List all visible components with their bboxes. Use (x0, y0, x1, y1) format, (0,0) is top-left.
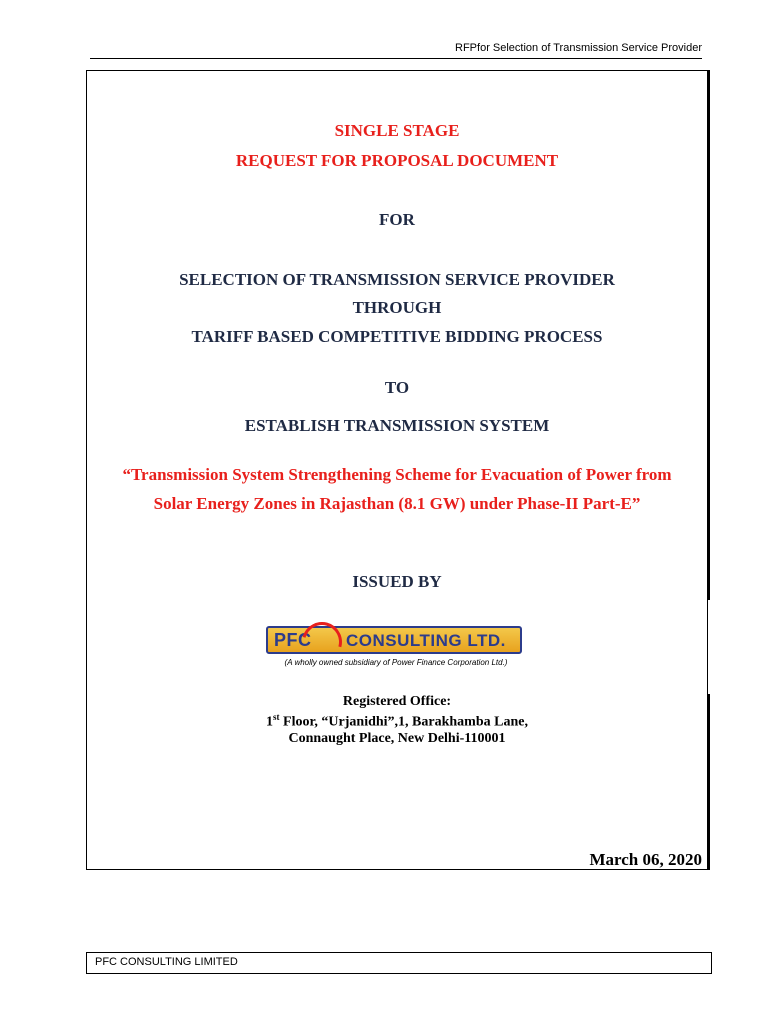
issue-date: March 06, 2020 (589, 850, 702, 869)
label-to: TO (384, 378, 410, 397)
floor-number: 1 (266, 714, 274, 730)
heading-selection: SELECTION OF TRANSMISSION SERVICE PROVIDER (179, 270, 615, 289)
office-address-line-2: Connaught Place, New Delhi-110001 (288, 731, 506, 746)
logo-name-text: CONSULTING LTD. (346, 631, 506, 650)
logo-subtitle: (A wholly owned subsidiary of Power Finance Corporation Ltd.) (284, 658, 508, 667)
heading-through: THROUGH (352, 298, 442, 317)
header-rule (90, 58, 702, 59)
running-header: RFPfor Selection of Transmission Service Provider (455, 42, 702, 54)
footer-box (86, 952, 712, 974)
scheme-line-2: Solar Energy Zones in Rajasthan (8.1 GW) under Phase-II Part-E” (153, 494, 641, 513)
logo-pfc-text: PFC (274, 630, 312, 650)
pfc-consulting-logo (266, 626, 530, 672)
label-issued-by: ISSUED BY (352, 572, 442, 591)
office-heading: Registered Office: (342, 694, 452, 709)
office-address-line-1 (86, 712, 708, 731)
frame-edge-upper (708, 70, 710, 600)
frame-edge-lower (708, 694, 710, 870)
footer-company: PFC CONSULTING LIMITED (95, 956, 238, 968)
heading-tariff: TARIFF BASED COMPETITIVE BIDDING PROCESS (191, 327, 603, 346)
floor-suffix: st (273, 712, 280, 722)
scheme-line-1: “Transmission System Strengthening Scheme for Evacuation of Power from (122, 465, 672, 484)
heading-establish: ESTABLISH TRANSMISSION SYSTEM (244, 416, 550, 435)
address-rest: Floor, “Urjanidhi”,1, Barakhamba Lane, (279, 714, 528, 730)
title-rfp-document: REQUEST FOR PROPOSAL DOCUMENT (235, 151, 559, 170)
title-single-stage: SINGLE STAGE (334, 121, 460, 140)
logo-banner (266, 626, 522, 654)
label-for: FOR (379, 210, 415, 229)
